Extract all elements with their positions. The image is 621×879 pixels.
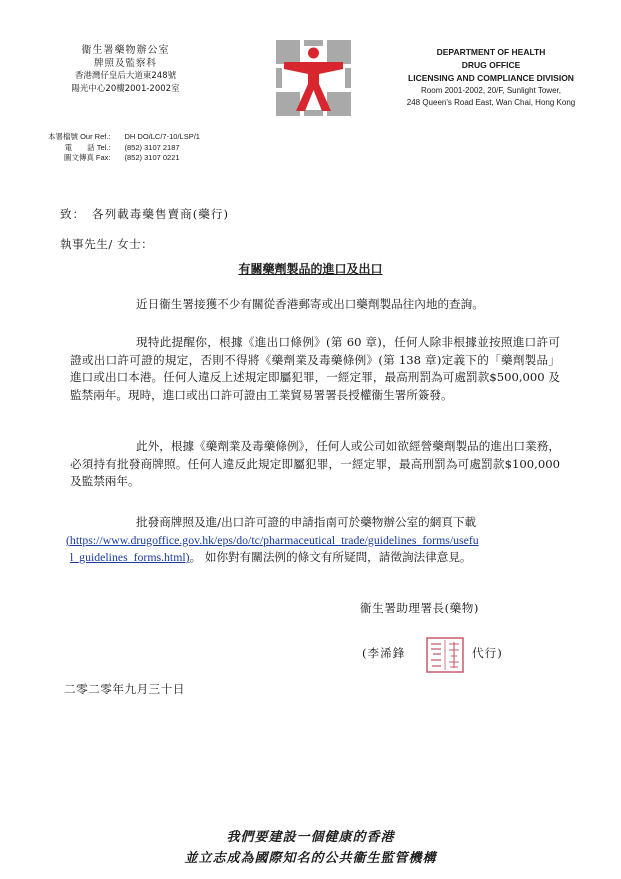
reference-label: 電 話 Tel.: xyxy=(64,142,111,152)
reference-row xyxy=(48,153,202,164)
addressee: 致： 各列載毒藥售賣商(藥行) xyxy=(60,207,229,221)
reference-label: 本署檔號 Our Ref.: xyxy=(48,132,111,141)
header-en-bold-line: DEPARTMENT OF HEALTH xyxy=(436,47,546,57)
signatory-name-close: 代行) xyxy=(472,646,503,660)
paragraph-3: 此外，根據《藥劑業及毒藥條例》，任何人或公司如欲經營藥劑製品的進出口業務，必須持有批發商牌照。任何人違反此規定即屬犯罪，一經定罪，最高刑罰為可處罰款$100,000 及監禁兩年。 xyxy=(70,439,560,488)
reference-value: (852) 3107 0221 xyxy=(124,153,180,162)
paragraph-2: 現特此提醒你，根據《進出口條例》(第 60 章)，任何人除非根據並按照進口許可證或出口許可證的規定，否則不得將《藥劑業及毒藥條例》(第 138 章)定義下的「藥劑製品」進口或出口本港。任何人違反上述規定即屬犯罪，一經定罪，最高刑罰為可處罰款$500,000 及監禁兩年。現時，進口或出口許可證由工業貿易署署長授權衞生署所簽發。 xyxy=(70,335,560,402)
reference-row xyxy=(48,132,202,143)
reference-row xyxy=(48,143,202,154)
footer-line: 我們要建設一個健康的香港 xyxy=(226,830,395,845)
header-en-bold-line: DRUG OFFICE xyxy=(461,60,521,70)
header-zh-line: 香港灣仔皇后大道東248號 xyxy=(74,71,177,81)
header-zh-address xyxy=(58,44,193,96)
reference-table xyxy=(48,132,202,164)
footer-motto xyxy=(0,826,621,866)
header-zh-line: 衞生署藥物辦公室 xyxy=(81,45,170,56)
guidelines-link[interactable]: (https://www.drugoffice.gov.hk/eps/do/tc/pharmaceutical_trade/guidelines_forms/usefu xyxy=(66,532,479,547)
signatory-name-open: (李浠鋒 xyxy=(362,646,406,660)
header-en-address xyxy=(402,46,580,109)
header-en-bold-line: LICENSING AND COMPLIANCE DIVISION xyxy=(408,73,574,83)
reference-value: DH DO/LC/7-10/LSP/1 xyxy=(124,132,200,141)
department-of-health-logo xyxy=(276,40,351,116)
paragraph-4 xyxy=(66,514,562,567)
footer-line: 並立志成為國際知名的公共衞生監管機構 xyxy=(184,851,437,866)
header-en-line: Room 2001-2002, 20/F, Sunlight Tower, xyxy=(421,86,561,95)
header-en-line: 248 Queen's Road East, Wan Chai, Hong Kong xyxy=(406,98,576,107)
paragraph-4-intro: 批發商牌照及進/出口許可證的申請指南可於藥物辦公室的網頁下載 xyxy=(136,515,477,529)
paragraph-1: 近日衞生署接獲不少有關從香港郵寄或出口藥劑製品往內地的查詢。 xyxy=(136,297,484,311)
letter-date: 二零二零年九月三十日 xyxy=(64,682,185,696)
letter-title: 有關藥劑製品的進口及出口 xyxy=(238,262,383,276)
guidelines-link-continued[interactable]: l_guidelines_forms.html) xyxy=(70,550,190,564)
header-zh-line: 牌照及監察科 xyxy=(93,58,157,69)
reference-label: 圖文傳真 Fax: xyxy=(63,153,111,162)
header-zh-line: 陽光中心20樓2001-2002室 xyxy=(71,84,180,94)
signatory-title: 衞生署助理署長(藥物) xyxy=(360,601,479,615)
reference-value: (852) 3107 2187 xyxy=(124,142,180,152)
paragraph-4-closing: 。 如你對有關法例的條文有所疑問，請徵詢法律意見。 xyxy=(189,550,472,564)
salutation: 執事先生/ 女士： xyxy=(60,237,154,251)
signature-seal-icon xyxy=(425,636,465,674)
